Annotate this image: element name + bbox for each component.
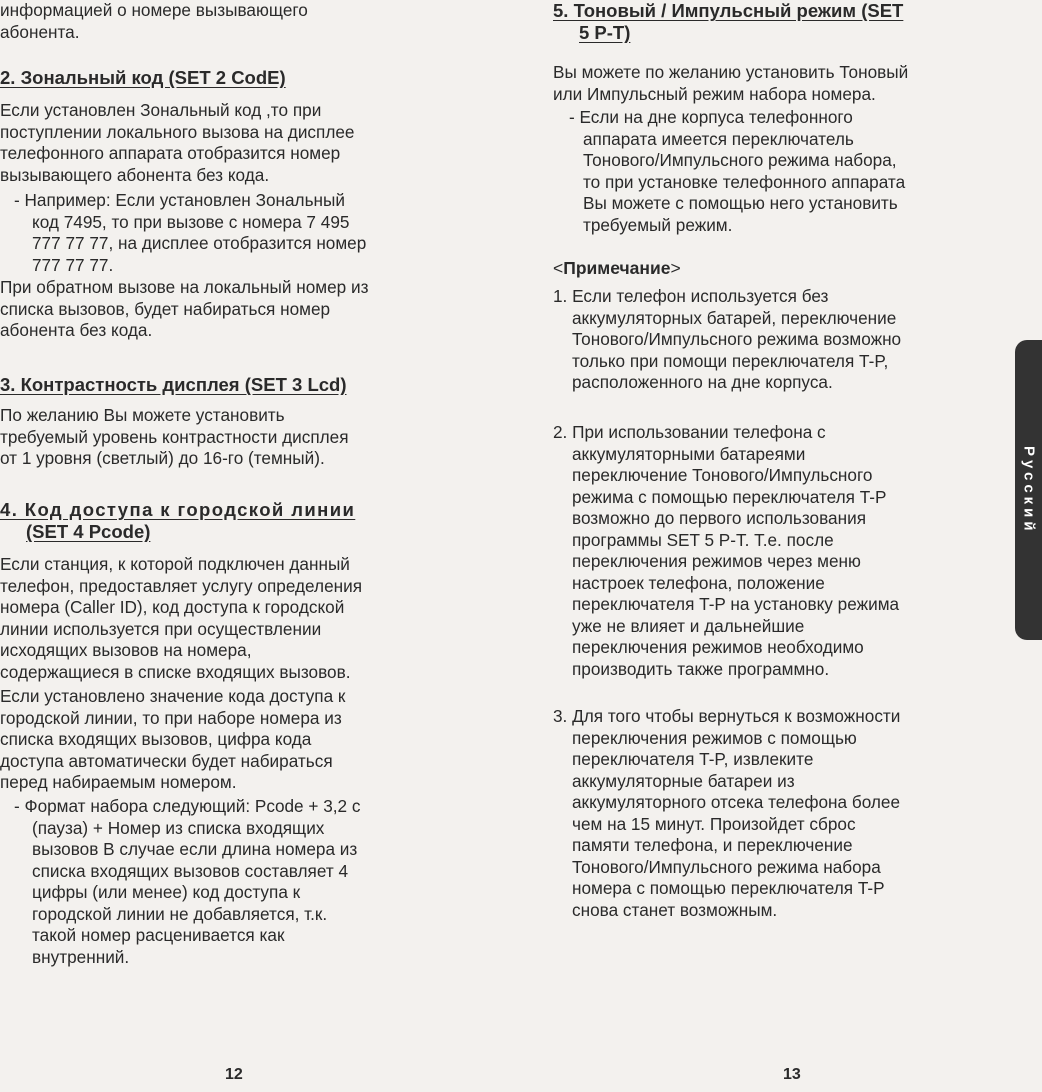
- section-4-title-line: 4. Код доступа к городской линии: [0, 499, 356, 520]
- text-line: (пауза) + Номер из списка входящих: [32, 817, 325, 838]
- text-line: информацией о номере вызывающего: [0, 0, 308, 20]
- section-2-callback: [0, 277, 470, 342]
- text-line: содержащиеся в списке входящих вызовов.: [0, 661, 351, 682]
- page-number-left: 12: [225, 1066, 243, 1083]
- section-5-example: [553, 107, 993, 236]
- text-line: переключение Тонового/Импульсного: [572, 465, 873, 485]
- text-line: Если установлен Зональный код ,то при: [0, 100, 322, 120]
- section-3: [0, 374, 470, 396]
- text-line: то при установке телефонного аппарата: [583, 171, 906, 192]
- text-line: - Если на дне корпуса телефонного: [569, 107, 853, 127]
- text-line: или Импульсный режим набора номера.: [553, 83, 876, 104]
- text-line: производить также программно.: [572, 658, 830, 679]
- section-4-title-line: (SET 4 Pcode): [26, 521, 151, 542]
- text-line: линии используется при осуществлении: [0, 618, 322, 639]
- text-line: 777 77 77, на дисплее отобразится номер: [32, 233, 367, 253]
- text-line: списка входящих вызовов составляет 4: [32, 860, 349, 881]
- text-line: Вы можете по желанию установить Тоновый: [553, 62, 909, 82]
- intro-paragraph: [0, 0, 470, 43]
- text-line: исходящих вызовов на номера,: [0, 640, 252, 660]
- section-5-title-line: 5 P-T): [579, 22, 631, 43]
- text-line: аккумуляторные батареи из: [572, 770, 795, 791]
- section-4-body: [0, 554, 470, 683]
- text-line: чем на 15 минут. Произойдет сброс: [572, 813, 856, 834]
- text-line: - Формат набора следующий: Pcode + 3,2 с: [14, 796, 361, 816]
- text-line: поступлении локального вызова на дисплее: [0, 121, 355, 142]
- text-line: городской линии, то при наборе номера из: [0, 707, 342, 728]
- text-line: памяти телефона, и переключение: [572, 835, 853, 855]
- section-5-body: [553, 62, 993, 105]
- note-item-3: [553, 706, 993, 921]
- text-line: 777 77 77.: [32, 254, 114, 275]
- text-line: При обратном вызове на локальный номер из: [0, 277, 369, 297]
- text-line: переключателя T-P на установку режима: [572, 594, 900, 614]
- text-line: расположенного на дне корпуса.: [572, 372, 833, 392]
- section-4-example: [0, 796, 470, 968]
- note-item-2: [553, 422, 993, 680]
- section-2-body: [0, 100, 470, 186]
- section-2-title: 2. Зональный код (SET 2 CodE): [0, 67, 286, 88]
- text-line: режима с помощью переключателя T-P: [572, 486, 887, 507]
- text-line: списка вызовов, будет набираться номер: [0, 298, 331, 319]
- section-2-example: [0, 190, 470, 276]
- section-3-body: [0, 405, 470, 470]
- text-line: Если станция, к которой подключен данный: [0, 554, 350, 574]
- section-5-title-line: 5. Тоновый / Импульсный режим (SET: [553, 0, 904, 21]
- language-tab-label: Русский: [1020, 445, 1038, 535]
- left-page: [0, 0, 470, 1092]
- section-5-title: [553, 0, 993, 44]
- text-line: аккумуляторного отсека телефона более: [572, 792, 901, 812]
- language-tab: [1015, 340, 1042, 640]
- text-line: цифры (или менее) код доступа к: [32, 882, 301, 902]
- text-line: списка входящих вызовов, цифра кода: [0, 729, 312, 749]
- text-line: 2. При использовании телефона с: [553, 422, 826, 442]
- text-line: от 1 уровня (светлый) до 16-го (темный).: [0, 448, 325, 468]
- text-line: вызывающего абонента без кода.: [0, 164, 270, 185]
- text-line: абонента без кода.: [0, 320, 153, 340]
- text-line: аппарата имеется переключатель: [583, 128, 854, 149]
- text-line: 3. Для того чтобы вернуться к возможности: [553, 706, 901, 726]
- text-line: вызовов В случае если длина номера из: [32, 839, 358, 859]
- text-line: телефонного аппарата отобразится номер: [0, 143, 341, 163]
- text-line: Если установлено значение кода доступа к: [0, 686, 346, 706]
- text-line: 1. Если телефон используется без: [553, 286, 829, 306]
- text-line: аккумуляторными батареями: [572, 443, 806, 464]
- text-line: снова станет возможным.: [572, 899, 778, 920]
- note-heading: [553, 258, 993, 280]
- text-line: городской линии не добавляется, т.к.: [32, 903, 328, 924]
- section-2: [0, 67, 470, 89]
- text-line: требуемый режим.: [583, 214, 733, 235]
- text-line: телефон, предоставляет услугу определения: [0, 575, 363, 596]
- text-line: Тонового/Импульсного режима набора,: [583, 150, 897, 170]
- text-line: перед набираемым номером.: [0, 772, 237, 792]
- right-page: [553, 0, 993, 1092]
- text-line: По желанию Вы можете установить: [0, 405, 285, 425]
- note-bracket: >: [670, 258, 681, 278]
- text-line: Тонового/Импульсного режима возможно: [572, 329, 902, 349]
- text-line: код 7495, то при вызове с номера 7 495: [32, 211, 350, 232]
- note-label: Примечание: [563, 258, 671, 278]
- note-bracket: <: [553, 258, 564, 278]
- text-line: доступа автоматически будет набираться: [0, 750, 333, 771]
- page-number-right: 13: [783, 1066, 801, 1083]
- text-line: абонента.: [0, 21, 80, 42]
- text-line: переключения режимов через меню: [572, 551, 861, 571]
- text-line: переключателя T-P, извлеките: [572, 749, 814, 769]
- section-4: [0, 499, 470, 543]
- text-line: настроек телефона, положение: [572, 572, 825, 593]
- note-item-1: [553, 286, 993, 394]
- note-heading-text: [553, 258, 993, 280]
- text-line: Тонового/Импульсного режима набора: [572, 856, 881, 877]
- section-4-body-2: [0, 686, 470, 794]
- text-line: - Например: Если установлен Зональный: [14, 190, 345, 210]
- text-line: номера с помощью переключателя T-P: [572, 878, 885, 898]
- text-line: переключения режимов с помощью: [572, 727, 857, 748]
- text-line: внутренний.: [32, 946, 130, 967]
- text-line: уже не влияет и дальнейшие: [572, 615, 805, 636]
- text-line: Вы можете с помощью него установить: [583, 193, 898, 213]
- text-line: возможно до первого использования: [572, 508, 867, 528]
- text-line: требуемый уровень контрастности дисплея: [0, 426, 349, 447]
- section-4-title: [0, 499, 470, 543]
- text-line: переключения режимов необходимо: [572, 637, 864, 657]
- section-5: [553, 0, 993, 44]
- text-line: номера (Caller ID), код доступа к городской: [0, 597, 345, 617]
- text-line: программы SET 5 P-T. Т.е. после: [572, 529, 834, 550]
- text-line: такой номер расценивается как: [32, 925, 285, 945]
- section-3-title: 3. Контрастность дисплея (SET 3 Lcd): [0, 374, 347, 395]
- text-line: только при помощи переключателя T-P,: [572, 350, 889, 371]
- text-line: аккумуляторных батарей, переключение: [572, 307, 897, 328]
